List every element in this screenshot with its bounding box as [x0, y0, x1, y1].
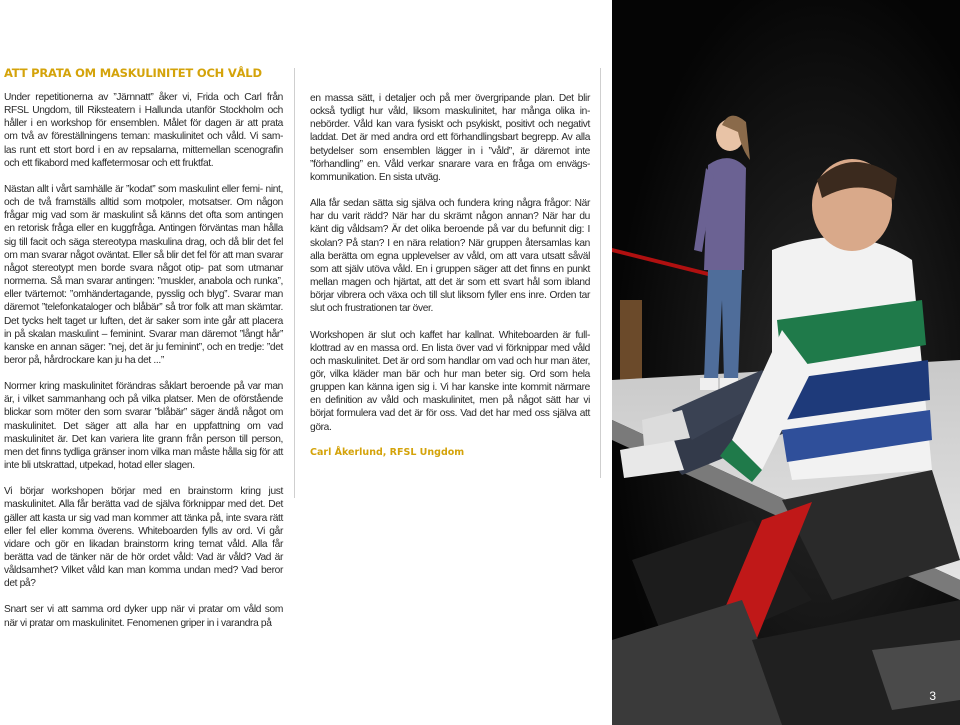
text-line: Nästan allt i vårt samhälle är ”kodat” som maskulint eller femi-: [4, 183, 263, 195]
text-line: har du varit rädd? När har du skrämt någon annan? När har du: [310, 211, 590, 223]
text-line: en massa sätt, i detaljer och på mer övergripande plan. Det blir: [310, 93, 590, 104]
text-line: Vad är våldsamhet? Vilket våld kan man komma undan med?: [4, 552, 283, 577]
text-line: om två av föreställningens teman: maskulinitet och våld. Vi sam-: [4, 131, 283, 143]
text-line: någon frågar mig vad som är maskulint så känns det ofta som: [4, 197, 283, 222]
text-line: såväl som att själv utöva våld. En i gruppen säger att det finns en: [310, 250, 591, 275]
text-line: sätt har vi börjat formulera vad det är för oss. Vad det har med: [310, 395, 590, 420]
text-line: nint, och de två framställs alltid som motpoler, motsatser. Om: [4, 183, 284, 209]
paragraph: [310, 197, 590, 315]
text-line: RFSL Ungdom, till Riksteatern i Hallunda utanför Stockholm och: [4, 105, 283, 117]
middle-column-body: [310, 92, 590, 434]
text-line: närmare en definition av våld och maskulinitet, men på något: [310, 382, 590, 407]
text-line: för att man svarar något stereotypt men borde svara något otip-: [4, 249, 284, 274]
text-line: Alla får berätta vad de tänker när de hör ordet våld: Vad är våld?: [4, 538, 283, 563]
text-line: Normer kring maskulinitet förändras såklart beroende på var man: [4, 381, 283, 393]
page-number: 3: [929, 689, 936, 703]
text-line: när vi pratar om maskulinitet. Fenomenen griper in i varandra på: [4, 617, 272, 629]
paragraph: [4, 380, 283, 472]
text-line: kommunikation. En sista utväg.: [310, 171, 441, 183]
text-line: håller i en workshop för ensemblen. Målet för dagen är att prata: [4, 118, 283, 130]
stage-photo: [612, 0, 960, 725]
text-line: man hålla sig till facit och säga stereotypa maskulina drag, och: [4, 223, 283, 248]
text-line: las runt ett stort bord i en av repsalarna, mittemellan scenografin: [4, 144, 283, 156]
text-line: tror folk att man skämtar. Det tycks helt taget ur luften, det är: [4, 302, 284, 327]
text-line: Svarar man däremot ”långt hår” kanske en annan säger: ”nej,: [4, 328, 283, 353]
paragraph: [4, 485, 283, 590]
paragraph: [4, 91, 283, 170]
paragraph: [310, 92, 590, 184]
text-line: nebörder. Våld kan vara fysiskt och psykiskt, positivt och negativt: [310, 119, 590, 131]
text-line: svara rätt eller fel eller komma överens. Whiteboarden fylls av: [4, 512, 284, 537]
middle-column: [310, 92, 590, 458]
text-line: kan alla berätta om egna upplevelser av våld, om att vara utsatt: [310, 237, 591, 262]
text-line: Orden tar slut och frustrationen tar över.: [310, 290, 590, 315]
text-line: Snart ser vi att samma ord dyker upp när vi pratar om våld som: [4, 604, 283, 616]
text-line: om maskulinitet. Det säger att alla har en uppfattning om vad: [4, 407, 283, 432]
text-line: oss själva att göra.: [310, 408, 590, 433]
text-line: Det gäller att kasta ur sig vad man kommer att tänka på, inte: [4, 499, 283, 524]
left-column-body: [4, 91, 283, 630]
text-line: det är ju feminint”, och en tredje: ”det beror på, hårdrockare kan: [4, 341, 283, 366]
author-signature: Carl Åkerlund, RFSL Ungdom: [310, 446, 465, 458]
text-line: Vad beror det på?: [4, 565, 283, 590]
text-line: och maskulinitet. Det är ord som handlar om vad och hur man: [310, 355, 570, 367]
text-line: punkt mellan magen och hjärtat, att det är som ett svart hål som: [310, 263, 591, 289]
text-line: alla betydelser som ensemblen lägger in i ”våld”, är däremot inte: [310, 132, 591, 157]
text-line: också tydligt hur våld, liksom maskulinitet, har många olika in-: [310, 106, 590, 118]
text-line: maskulinitet är. Det kan variera lite grann från person till person,: [4, 433, 283, 445]
column-divider-left: [294, 68, 295, 498]
text-line: känt dig våldsam? Är det olika beroende på var du befunnit dig:: [310, 224, 585, 236]
text-line: laddat. Det är med andra ord ett förhandlingsbart begrepp. Av: [310, 132, 573, 144]
text-line: anabola och runka”, eller tvärtemot: ”omhändertagande, pysslig: [4, 276, 283, 301]
text-line: I skolan? På stan? I en nära relation? När gruppen återsamlas: [310, 224, 590, 249]
text-line: maskulinitet. Alla får berätta vad de själva förknippar med det.: [4, 499, 266, 511]
text-line: Alla får sedan sätta sig själva och fundera kring några frågor: När: [310, 198, 590, 210]
text-line: äter, gör, vilka kläder man bär och hur man beter sig. Ord som: [310, 355, 590, 380]
text-line: och blyg”. Svarar man däremot ”telefonkataloger och blåbär” så: [4, 289, 283, 314]
left-column: [4, 66, 283, 643]
text-line: är, i vilket sammanhang och på vilka platser. Men de oförstående: [4, 394, 283, 406]
text-line: antingen en retorisk fråga eller en kuggfråga. Antingen förväntas: [4, 210, 283, 235]
text-line: pat som utmanar normerna. Så man svarar antingen: ”muskler,: [4, 262, 283, 288]
text-line: ju ha det ...”: [114, 354, 164, 366]
text-line: men det finns tydliga gränser inom vilka man måste hålla sig för: [4, 446, 271, 458]
text-line: då blir det fel om man svarar något oväntat. Eller så blir det fel: [4, 236, 283, 261]
text-line: och ett fikabord med kaffetermosar och ett fruktfat.: [4, 157, 214, 169]
text-line: blickar som möter den som svarar ”blåbär” säger ändå något: [4, 407, 267, 419]
text-line: att inte bli utskrattad, utpekad, hotad eller slagen.: [4, 446, 283, 472]
paragraph: [4, 603, 283, 629]
text-line: ibland börjar vibrera och växa och till slut liksom fyller ens inre.: [310, 277, 591, 302]
paragraph: [310, 329, 590, 434]
article-heading: ATT PRATA OM MASKULINITET OCH VÅLD: [4, 66, 262, 80]
text-line: hela gruppen kan känna igen sig i. Vi har kanske inte kommit: [310, 368, 590, 394]
text-line: klottrad av en massa ord. En lista över vad vi förknippar med våld: [310, 342, 590, 354]
text-line: Under repetitionerna av ”Järnnatt” åker vi, Frida och Carl från: [4, 92, 283, 103]
text-line: Vi börjar workshopen börjar med en brainstorm kring just: [4, 486, 283, 498]
text-line: ”förhandling” en. Våld verkar snarare vara en fråga om envägs-: [310, 158, 590, 170]
text-line: Workshopen är slut och kaffet har kallnat. Whiteboarden är full-: [310, 329, 590, 341]
column-divider-right: [600, 68, 601, 478]
paragraph: [4, 183, 283, 367]
text-line: saker som inte går att placera in på skalan maskulint – feminint.: [4, 315, 283, 340]
text-line: ord. Vi går vidare och gör en likadan brainstorm kring temat våld.: [4, 525, 283, 550]
